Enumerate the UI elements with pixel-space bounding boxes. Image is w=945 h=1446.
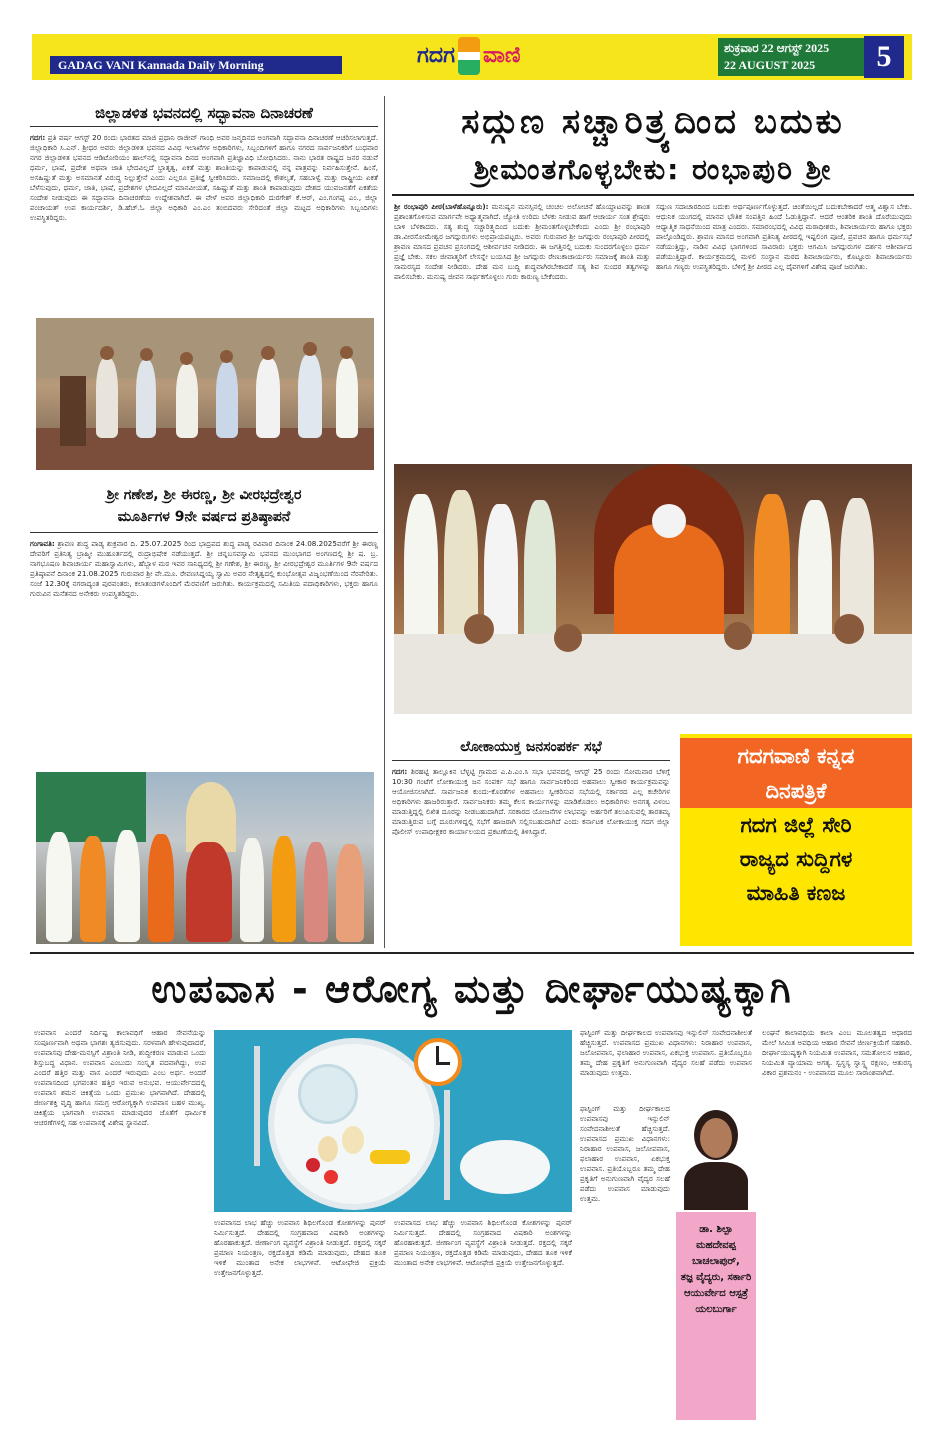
- article-headline-line2: ಮೂರ್ತಿಗಳ 9ನೇ ವರ್ಷದ ಪ್ರತಿಷ್ಠಾಪನೆ: [30, 506, 378, 533]
- author-role: ತಜ್ಞ ವೈದ್ಯರು, ಸರ್ಕಾರಿ: [680, 1272, 752, 1283]
- swamiji-photo: [394, 464, 912, 714]
- date-block: [718, 38, 866, 76]
- date-english: 22 AUGUST 2025: [724, 58, 816, 72]
- article-body: ಗದಗ: ಶಿರಹಟ್ಟಿ ತಾಲ್ಲೂಕಿನ ಬೆಳ್ಳಟ್ಟಿ ಗ್ರಾಮದ ಎ.ಪಿ.ಎಂ.ಸಿ ಸಭಾ ಭವನದಲ್ಲಿ ಆಗಸ್ಟ್ 25 ರಂದು ಸೋಮವಾರ ಬೆಳಿಗ್ಗೆ 10:30 ಗಂಟೆಗೆ ಲೋಕಾಯುಕ್ತ ಜನ ಸಂಪರ್ಕ ಸಭೆ ಹಾಗೂ ಸಾರ್ವಜನಿಕರಿಂದ ಅಹವಾಲು ಸ್ವೀಕಾರ ಕಾರ್ಯಕ್ರಮವನ್ನು ಆಯೋಜಿಸಲಾಗಿದೆ. ಸಾರ್ವಜನಿಕ ಕುಂದು-ಕೊರತೆಗಳ ಅಹವಾಲು ಸ್ವೀಕರಿಸುವ ಸಭೆಯಲ್ಲಿ ಸರ್ಕಾರದ ಎಲ್ಲ ಕಚೇರಿಗಳ ಅಧಿಕಾರಿಗಳು ಹಾಜರಿರುತ್ತಾರೆ. ಸಾರ್ವಜನಿಕರು ತಮ್ಮ ಕೆಲಸ ಕಾರ್ಯಗಳನ್ನು ಮಾಡಿಕೊಡಲು ಅಧಿಕಾರಿಗಳು ಅನಗತ್ಯ ವಿಳಂಬ ಮಾಡುತ್ತಿದ್ದಲ್ಲಿ ಲಿಖಿತ ದೂರನ್ನು ನೀಡಬಹುದಾಗಿದೆ. ಸರಕಾರದ ಯೋಜನೆಗಳ ಲಾಭವನ್ನು ಅರ್ಹರಿಗೆ ತಲುಪಿಸುವಲ್ಲಿ ತಾರತಮ್ಯ ಮಾಡುತ್ತಿರುವ ಬಗ್ಗೆ ದೂರುಗಳಿದ್ದಲ್ಲಿ ಸಭೆಗೆ ಹಾಜರಾಗಿ ಸಲ್ಲಿಸಬಹುದಾಗಿದೆ ಎಂದು ಕರ್ನಾಟಕ ಲೋಕಾಯುಕ್ತ ಗದಗ ಜಿಲ್ಲಾ ಪೊಲೀಸ್ ಉಪಾಧೀಕ್ಷಕರ ಕಾರ್ಯಾಲಯದ ಪ್ರಕಟಣೆಯಲ್ಲಿ ತಿಳಿಸಿದ್ದಾರೆ.: [392, 767, 670, 836]
- article-sadbhavana: [30, 100, 378, 321]
- article-body-col2: ಸದ್ಗುಣ ಸದಾಚಾರದಿಂದ ಬದುಕು ಅರ್ಥಪೂರ್ಣಗೊಳ್ಳುತ್ತದೆ. ಚಿಂತೆಯಿಲ್ಲದೆ ಬದುಕಬೇಕಾದರೆ ಆತ್ಮ ವಿಶ್ವಾಸ ಬೇಕು. ಆಧುನಿಕ ಯುಗದಲ್ಲಿ ಮಾನವ ಭೌತಿಕ ಸಂಪತ್ತಿನ ಹಿಂದೆ ಓಡುತ್ತಿದ್ದಾನೆ. ಆದರೆ ಆಂತರಿಕ ಶಾಂತಿ ದೊರೆಯುವುದು ಆಧ್ಯಾತ್ಮಿಕ ಸಾಧನೆಯಿಂದ ಮಾತ್ರ ಎಂದರು. ಸಮಾರಂಭದಲ್ಲಿ ವಿವಿಧ ಮಠಾಧೀಶರು, ಶಿವಾಚಾರ್ಯರು ಹಾಗೂ ಭಕ್ತರು ಪಾಲ್ಗೊಂಡಿದ್ದರು. ಶ್ರಾವಣ ಮಾಸದ ಅಂಗವಾಗಿ ಪ್ರತಿನಿತ್ಯ ಪೀಠದಲ್ಲಿ ಇಷ್ಟಲಿಂಗ ಪೂಜೆ, ಪ್ರವಚನ ಹಾಗೂ ಧರ್ಮಸಭೆ ನಡೆಯುತ್ತಿದ್ದು, ನಾಡಿನ ವಿವಿಧ ಭಾಗಗಳಿಂದ ಸಾವಿರಾರು ಭಕ್ತರು ಆಗಮಿಸಿ ಜಗದ್ಗುರುಗಳ ದರ್ಶನ ಆಶೀರ್ವಾದ ಪಡೆಯುತ್ತಿದ್ದಾರೆ. ಕಾರ್ಯಕ್ರಮದಲ್ಲಿ ಮಳಲಿ ಸಂಸ್ಥಾನ ಮಠದ ಶಿವಾಚಾರ್ಯರು, ಕೊಟ್ಟೂರು ಶಿವಾಚಾರ್ಯರು ಹಾಗೂ ಗಣ್ಯರು ಉಪಸ್ಥಿತರಿದ್ದರು. ಬೆಳಿಗ್ಗೆ ಶ್ರೀ ಪೀಠದ ಎಲ್ಲ ದೈವಗಳಿಗೆ ವಿಶೇಷ ಪೂಜೆ ಜರುಗಿತು.: [656, 202, 912, 271]
- article-lokayukta: [392, 734, 670, 947]
- column-divider: [384, 96, 385, 948]
- article-headline-line2: ಶ್ರೀಮಂತಗೊಳ್ಳಬೇಕು: ರಂಭಾಪುರಿ ಶ್ರೀ: [392, 146, 914, 196]
- article-headline-line1: ಸದ್ಗುಣ ಸಚ್ಚಾರಿತ್ರ್ಯದಿಂದ ಬದುಕು: [461, 102, 845, 142]
- fasting-col1: ಉಪವಾಸ ಎಂದರೆ ನಿರ್ದಿಷ್ಟ ಕಾಲಾವಧಿಗೆ ಆಹಾರ ಸೇವನೆಯನ್ನು ಸಂಪೂರ್ಣವಾಗಿ ಅಥವಾ ಭಾಗಶಃ ತ್ಯಜಿಸುವುದು. ಸರಳವಾಗಿ ಹೇಳುವುದಾದರೆ, ಉಪವಾಸವು ದೇಹ-ಮನಸ್ಸಿಗೆ ವಿಶ್ರಾಂತಿ ನೀಡಿ, ಶುದ್ಧೀಕರಣ ಮಾಡುವ ಒಂದು ಶಿಸ್ತುಬದ್ಧ ವಿಧಾನ. ಉಪವಾಸ ಎಂಬುದು ಸಂಸ್ಕೃತ ಪದವಾಗಿದ್ದು, ಉಪ ಎಂದರೆ ಹತ್ತಿರ ಮತ್ತು ವಾಸ ಎಂದರೆ ಇರುವುದು ಎಂಬ ಅರ್ಥ. ಅಂದರೆ ಉಪವಾಸದಿಂದ ಭಗವಂತನ ಹತ್ತಿರ ಇರುವ ಅನುಭವ. ಆಯುರ್ವೇದದಲ್ಲಿ ಉಪವಾಸ ಶಮನ ಚಿಕಿತ್ಸೆಯ ಒಂದು ಪ್ರಮುಖ ಭಾಗವಾಗಿದೆ. ದೇಹದಲ್ಲಿ ಜೀರ್ಣಶಕ್ತಿ ವೃದ್ಧಿ ಹಾಗೂ ಸಮಗ್ರ ಆರೋಗ್ಯಕ್ಕಾಗಿ ಉಪವಾಸ ಬಹಳ ಮುಖ್ಯ. ಚಿಕಿತ್ಸೆಯ ಭಾಗವಾಗಿ ಉಪವಾಸ ಮಾಡುವುದರ ಜೊತೆಗೆ ಧಾರ್ಮಿಕ ಆಚರಣೆಗಳಲ್ಲಿ ಸಹ ಉಪವಾಸಕ್ಕೆ ವಿಶೇಷ ಸ್ಥಾನವಿದೆ.: [34, 1028, 206, 1127]
- promo-line2: ದಿನಪತ್ರಿಕೆ: [680, 774, 912, 808]
- author-name: ಡಾ. ಶಿಲ್ಪಾ ಮಹದೇವಪ್ಪ ಬಾಚಲಾಪುರ್,: [692, 1224, 740, 1267]
- promo-line3: ಗದಗ ಜಿಲ್ಲೆ ಸೇರಿ: [740, 813, 852, 837]
- paper-name: GADAG VANI Kannada Daily Morning: [50, 56, 342, 74]
- date-kannada: ಶುಕ್ರವಾರ 22 ಆಗಸ್ಟ್ 2025: [724, 41, 830, 55]
- pledge-photo: [36, 318, 374, 470]
- masthead: [32, 34, 912, 80]
- article-body: ಗಂಗಾವತಿ: ಶ್ರಾವಣ ಶುದ್ಧ ಪಾಡ್ಯ ಶುಕ್ರವಾರ ದಿ. 25.07.2025 ರಿಂದ ಭಾದ್ರಪದ ಶುದ್ಧ ಪಾಡ್ಯ ರವಿವಾರ ದಿನಾಂಕ 24.08.2025ವರೆಗೆ ಶ್ರೀ ಈರಣ್ಣ ದೇವರಿಗೆ ಪ್ರತಿನಿತ್ಯ ಬ್ರಾಹ್ಮೀ ಮುಹೂರ್ತದಲ್ಲಿ ರುದ್ರಾಭಿಷೇಕ ನಡೆಯುತ್ತದೆ. ಶ್ರೀ ಚನ್ನಬಸವಸ್ವಾಮಿ ಭವನದ ಮುಂಭಾಗದ ಅಂಗಣದಲ್ಲಿ ಶ್ರೀ ಷ. ಬ್ರ. ನಾಗಭೂಷಣ ಶಿವಾಚಾರ್ಯ ಮಹಾಸ್ವಾಮಿಗಳು, ಹೆಬ್ಬಾಳ ಮಠ ಇವರ ಸಾನಿಧ್ಯದಲ್ಲಿ ಶ್ರೀ ಗಣೇಶ, ಶ್ರೀ ಈರಣ್ಣ, ಶ್ರೀ ವೀರಭದ್ರೇಶ್ವರ ಮೂರ್ತಿಗಳ 9ನೇ ವರ್ಷದ ಪ್ರತಿಷ್ಠಾಪನೆ ದಿನಾಂಕ 21.08.2025 ಗುರುವಾರ ಶ್ರೀ ವೇ.ಮೂ. ರೇವಣಸಿದ್ದಯ್ಯ ಸ್ವಾಮಿ ಅವರ ನೇತೃತ್ವದಲ್ಲಿ ಕುಂಭೋತ್ಸವ ವಿಜೃಂಭಣೆಯಿಂದ ನೆರವೇರಿತು. ಸಂಜೆ 12.30ಕ್ಕೆ ನಗರಾದ್ಯಂತ ಪುರವಂತರು, ಕಲಾತಂಡಗಳೊಂದಿಗೆ ಮೆರವಣಿಗೆ ಜರುಗಿತು. ಕಾರ್ಯಕ್ರಮದಲ್ಲಿ ಸಮಿತಿಯ ಪದಾಧಿಕಾರಿಗಳು, ಭಕ್ತರು ಹಾಗೂ ಗುರುವಿನ ಮನೆತನದ ಅನೇಕರು ಉಪಸ್ಥಿತರಿದ್ದರು.: [30, 539, 378, 598]
- promo-box: [680, 734, 912, 946]
- fasting-col2: ಉಪವಾಸದ ಲಾಭ ಹೆಚ್ಚು ಉಪವಾಸ ಶಿಥಿಲಗೊಂಡ ಕೋಶಗಳನ್ನು ಪುನರ್ ನಿರ್ಮಿಸುತ್ತದೆ. ದೇಹದಲ್ಲಿ ಸಂಗ್ರಹವಾದ ವಿಷಕಾರಿ ಅಂಶಗಳನ್ನು ಹೊರಹಾಕುತ್ತದೆ. ಜೀರ್ಣಾಂಗ ವ್ಯವಸ್ಥೆಗೆ ವಿಶ್ರಾಂತಿ ನೀಡುತ್ತದೆ. ರಕ್ತದಲ್ಲಿ ಸಕ್ಕರೆ ಪ್ರಮಾಣ ನಿಯಂತ್ರಣ, ರಕ್ತದೊತ್ತಡ ಕಡಿಮೆ ಮಾಡುವುದು, ದೇಹದ ತೂಕ ಇಳಿಕೆ ಮುಂತಾದ ಅನೇಕ ಲಾಭಗಳಿವೆ. ಆಟೋಫೇಜಿ ಪ್ರಕ್ರಿಯೆ ಉತ್ತೇಜನಗೊಳ್ಳುತ್ತದೆ.: [214, 1218, 386, 1277]
- fasting-col4: ಲಂಘನೆ ಕಾಲಾವಧಿಯ ಕಾಲಾ ಎಂಬ ಮೂಲತತ್ವದ ಆಧಾರದ ಮೇಲೆ ಸೀಮಿತ ಅವಧಿಯ ಆಹಾರ ಸೇವನೆ ಜೀರ್ಣಕ್ರಿಯೆಗೆ ಸಹಕಾರಿ. ದೀರ್ಘಾಯುಷ್ಯಕ್ಕಾಗಿ ನಿಯಮಿತ ಉಪವಾಸ, ಸಮತೋಲನ ಆಹಾರ, ನಿಯಮಿತ ವ್ಯಾಯಾಮ ಅಗತ್ಯ. ಸ್ವಸ್ಥಸ್ಯ ಸ್ವಾಸ್ಥ್ಯ ರಕ್ಷಣಂ, ಆತುರಸ್ಯ ವಿಕಾರ ಪ್ರಶಮನಂ - ಉಪವಾಸದ ಮೂಲ ಸಾರಾಂಶವಾಗಿದೆ.: [762, 1028, 912, 1077]
- author-org: ಆಯುರ್ವೇದ ಆಸ್ಪತ್ರೆ ಯಲಬುರ್ಗಾ: [683, 1288, 749, 1315]
- article-rambhapuri: [392, 98, 914, 196]
- logo-left: ಗದಗ: [417, 43, 456, 68]
- section-divider: [30, 952, 914, 954]
- promo-line1: ಗದಗವಾಣಿ ಕನ್ನಡ: [680, 738, 912, 774]
- fasting-headline: ಉಪವಾಸ - ಆರೋಗ್ಯ ಮತ್ತು ದೀರ್ಘಾಯುಷ್ಯಕ್ಕಾಗಿ: [151, 967, 793, 1011]
- article-headline: ಜಿಲ್ಲಾಡಳಿತ ಭವನದಲ್ಲಿ ಸದ್ಭಾವನಾ ದಿನಾಚರಣೆ: [30, 100, 378, 127]
- fasting-col3b: ಫಾಸ್ಟಿಂಗ್ ಮತ್ತು ದೀರ್ಘಕಾಲದ ಉಪವಾಸವು ಇನ್ಸುಲಿನ್ ಸಂವೇದನಾಶೀಲತೆ ಹೆಚ್ಚಿಸುತ್ತದೆ. ಉಪವಾಸದ ಪ್ರಮುಖ ವಿಧಾನಗಳು: ನಿರಾಹಾರ ಉಪವಾಸ, ಜಲೋಪವಾಸ, ಫಲಾಹಾರ ಉಪವಾಸ, ಏಕಭುಕ್ತ ಉಪವಾಸ. ಪ್ರತಿಯೊಬ್ಬರೂ ತಮ್ಮ ದೇಹ ಪ್ರಕೃತಿಗೆ ಅನುಗುಣವಾಗಿ ವೈದ್ಯರ ಸಲಹೆ ಪಡೆದು ಉಪವಾಸ ಮಾಡುವುದು ಉತ್ತಮ.: [580, 1104, 670, 1203]
- author-box: [676, 1100, 756, 1420]
- article-headline: ಲೋಕಾಯುಕ್ತ ಜನಸಂಪರ್ಕ ಸಭೆ: [392, 734, 670, 761]
- article-body-col1: ಶ್ರೀ ರಂಭಾಪುರಿ ಪೀಠ(ಬಾಳೆಹೊನ್ನೂರು): ಮನುಷ್ಯನ ಮನಸ್ಸಿನಲ್ಲಿ ಚಂಚಲ ಅಲೋಚನೆ ಹೊಯ್ದಾಟವನ್ನು ಶಾಂತ ಪ್ರಶಾಂತಗೊಳಿಸುವ ಮಾರ್ಗವೇ ಅಧ್ಯಾತ್ಮವಾಗಿದೆ. ಜ್ಯೋತಿ ಉರಿದು ಬೆಳಕು ನೀಡುವ ಹಾಗೆ ಆಚಾರ್ಯ ಸಂತ ಶ್ರೇಷ್ಠರು ಬಾಳಿ ಬೆಳಕಾದರು. ಸತ್ಯ ಶುದ್ಧ ಸಚ್ಚಾರಿತ್ರ್ಯದಿಂದ ಬದುಕು ಶ್ರೀಮಂತಗೊಳ್ಳಬೇಕೆಂದು ಎಂದು ಶ್ರೀ ರಂಭಾಪುರಿ ಡಾ.ವೀರಸೋಮೇಶ್ವರ ಜಗದ್ಗುರುಗಳು ಅಭಿಪ್ರಾಯಪಟ್ಟರು. ಅವರು ಗುರುವಾರ ಶ್ರೀ ಜಗದ್ಗುರು ರಂಭಾಪುರಿ ಪೀಠದಲ್ಲಿ ಶ್ರಾವಣ ಮಾಸದ ಪ್ರವಚನ ಪ್ರಸಂಗದಲ್ಲಿ ಆಶೀರ್ವಚನ ನೀಡಿದರು. ಈ ಜಗತ್ತಿನಲ್ಲಿ ಬದುಕು ಸುಂದರಗೊಳ್ಳಲು ಧರ್ಮ ಪ್ರಜ್ಞೆ ಬೇಕು. ಸಕಲ ಜೀವಾತ್ಮರಿಗೆ ಲೇಸನ್ನೇ ಬಯಸಿದ ಶ್ರೀ ಜಗದ್ಗುರು ರೇಣುಕಾಚಾರ್ಯರು ಸಮಾಜಕ್ಕೆ ಶಾಂತಿ ಮತ್ತು ಸಾಮರಸ್ಯದ ಸಂದೇಶ ನೀಡಿದರು. ದೇಹ ಮನ ಬುದ್ಧಿ ಶುದ್ಧವಾಗಿರಬೇಕಾದರೆ ಸತ್ಯ ಶಿವ ಸುಂದರ ತತ್ವಗಳನ್ನು ಪಾಲಿಸಬೇಕು. ಮನುಷ್ಯ ಜೀವನ ಸಾರ್ಥಕಗೊಳ್ಳಲು ಗುರು ಕಾರುಣ್ಯ ಬೇಕೆಂದರು.: [394, 202, 650, 281]
- procession-photo: [36, 772, 374, 944]
- promo-line5: ಮಾಹಿತಿ ಕಣಜ: [746, 881, 846, 905]
- flag-icon: [458, 37, 480, 75]
- author-card: [676, 1212, 756, 1420]
- promo-line4: ರಾಜ್ಯದ ಸುದ್ದಿಗಳ: [739, 847, 853, 871]
- logo-right: ವಾಣಿ: [483, 43, 521, 68]
- fasting-col2b: ಉಪವಾಸದ ಲಾಭ ಹೆಚ್ಚು ಉಪವಾಸ ಶಿಥಿಲಗೊಂಡ ಕೋಶಗಳನ್ನು ಪುನರ್ ನಿರ್ಮಿಸುತ್ತದೆ. ದೇಹದಲ್ಲಿ ಸಂಗ್ರಹವಾದ ವಿಷಕಾರಿ ಅಂಶಗಳನ್ನು ಹೊರಹಾಕುತ್ತದೆ. ಜೀರ್ಣಾಂಗ ವ್ಯವಸ್ಥೆಗೆ ವಿಶ್ರಾಂತಿ ನೀಡುತ್ತದೆ. ರಕ್ತದಲ್ಲಿ ಸಕ್ಕರೆ ಪ್ರಮಾಣ ನಿಯಂತ್ರಣ, ರಕ್ತದೊತ್ತಡ ಕಡಿಮೆ ಮಾಡುವುದು, ದೇಹದ ತೂಕ ಇಳಿಕೆ ಮುಂತಾದ ಅನೇಕ ಲಾಭಗಳಿವೆ. ಆಟೋಫೇಜಿ ಪ್ರಕ್ರಿಯೆ ಉತ್ತೇಜನಗೊಳ್ಳುತ್ತದೆ.: [394, 1218, 572, 1267]
- article-headline-line1: ಶ್ರೀ ಗಣೇಶ, ಶ್ರೀ ಈರಣ್ಣ, ಶ್ರೀ ವೀರಭದ್ರೇಶ್ವರ: [106, 487, 302, 503]
- author-photo: [676, 1100, 756, 1210]
- fasting-illustration: [214, 1030, 572, 1212]
- article-body: ಗದಗ: ಪ್ರತಿ ವರ್ಷ ಆಗಸ್ಟ್ 20 ರಂದು ಭಾರತದ ಮಾಜಿ ಪ್ರಧಾನಿ ರಾಜೀವ್ ಗಾಂಧಿ ಅವರ ಜನ್ಮದಿನದ ಅಂಗವಾಗಿ ಸದ್ಭಾವನಾ ದಿನಾಚರಣೆ ಆಚರಿಸಲಾಗುತ್ತದೆ. ಜಿಲ್ಲಾಧಿಕಾರಿ ಸಿ.ಎನ್. ಶ್ರೀಧರ ಅವರು ಜಿಲ್ಲಾಡಳಿತ ಭವನದ ವಿವಿಧ ಇಲಾಖೆಗಳ ಅಧಿಕಾರಿಗಳು, ಸಿಬ್ಬಂದಿಗಳಿಗೆ ಹಾಗೂ ನಗರದ ಸಾರ್ವಜನಿಕರಿಗೆ ಬುಧವಾರ ನಗರ ಜಿಲ್ಲಾಡಳಿತ ಭವನದ ಆಡಿಟೋರಿಯಂ ಹಾಲ್‌ನಲ್ಲಿ ಸದ್ಭಾವನಾ ದಿನದ ಅಂಗವಾಗಿ ಪ್ರತಿಜ್ಞಾವಿಧಿ ಬೋಧಿಸಿದರು. ನಾನು ಭಾರತ ರಾಷ್ಟ್ರದ ಜನರ ನಡುವೆ ಧರ್ಮ, ಭಾಷೆ, ಪ್ರದೇಶ ಅಥವಾ ಜಾತಿ ಭೇದವಿಲ್ಲದೆ ಭ್ರಾತೃತ್ವ, ಏಕತೆ ಮತ್ತು ಶಾಂತಿಯನ್ನು ಕಾಪಾಡುವಲ್ಲಿ ನನ್ನ ಪಾತ್ರವನ್ನು ನಿರ್ವಹಿಸುತ್ತೇನೆ. ಹಿಂಸೆ, ಅಸಹಿಷ್ಣುತೆ ಮತ್ತು ಅಸಮಾನತೆ ವಿರುದ್ಧ ನಿಲ್ಲುತ್ತೇನೆ ಎಂದು ಎಲ್ಲರೂ ಪ್ರತಿಜ್ಞೆ ಸ್ವೀಕರಿಸಿದರು. ಸಮಾಜದಲ್ಲಿ ಕೌಶಲ್ಯತೆ, ಸಹಬಾಳ್ವೆ ಮತ್ತು ರಾಷ್ಟ್ರೀಯ ಏಕತೆ ಬೆಳೆಸುವುದು, ಧರ್ಮ, ಜಾತಿ, ಭಾಷೆ, ಪ್ರದೇಶಗಳ ಭೇದವಿಲ್ಲದೆ ಮಾನವೀಯತೆ, ಸಹಿಷ್ಣುತೆ ಮತ್ತು ಶಾಂತಿ ಕಾಪಾಡುವುದು ದೇಶದ ಯುವಜನತೆಗೆ ಏಕತೆಯ ಸಂದೇಶ ನೀಡುವುದು ಈ ಸದ್ಭಾವನಾ ದಿನಾಚರಣೆಯ ಉದ್ದೇಶವಾಗಿದೆ. ಈ ವೇಳೆ ಅಪರ ಜಿಲ್ಲಾಧಿಕಾರಿ ದುರಗೇಶ್ ಕೆ.ಆರ್, ಎಂ.ಗಂಗಪ್ಪ ಎಂ., ಜಿಲ್ಲಾ ಪಂಚಾಯತ್ ಉಪ ಕಾರ್ಯದರ್ಶಿ, ಡಿ.ಹೆಚ್.ಓ ಜಿಲ್ಲಾ ಅಧಿಕಾರಿ ಎಂ.ಎಂ ತಂಬಿದವರು ಸೇರಿದಂತೆ ಜಿಲ್ಲಾ ಮಟ್ಟದ ಅಧಿಕಾರಿಗಳು ಸಿಬ್ಬಂದಿಗಳು ಉಪಸ್ಥಿತರಿದ್ದರು.: [30, 133, 378, 222]
- article-pratishthapane: [30, 484, 378, 749]
- fasting-col3: ಫಾಸ್ಟಿಂಗ್ ಮತ್ತು ದೀರ್ಘಕಾಲದ ಉಪವಾಸವು ಇನ್ಸುಲಿನ್ ಸಂವೇದನಾಶೀಲತೆ ಹೆಚ್ಚಿಸುತ್ತದೆ. ಉಪವಾಸದ ಪ್ರಮುಖ ವಿಧಾನಗಳು: ನಿರಾಹಾರ ಉಪವಾಸ, ಜಲೋಪವಾಸ, ಫಲಾಹಾರ ಉಪವಾಸ, ಏಕಭುಕ್ತ ಉಪವಾಸ. ಪ್ರತಿಯೊಬ್ಬರೂ ತಮ್ಮ ದೇಹ ಪ್ರಕೃತಿಗೆ ಅನುಗುಣವಾಗಿ ವೈದ್ಯರ ಸಲಹೆ ಪಡೆದು ಉಪವಾಸ ಮಾಡುವುದು ಉತ್ತಮ.: [580, 1028, 752, 1077]
- paper-logo: [417, 36, 587, 76]
- page-number: 5: [864, 36, 904, 78]
